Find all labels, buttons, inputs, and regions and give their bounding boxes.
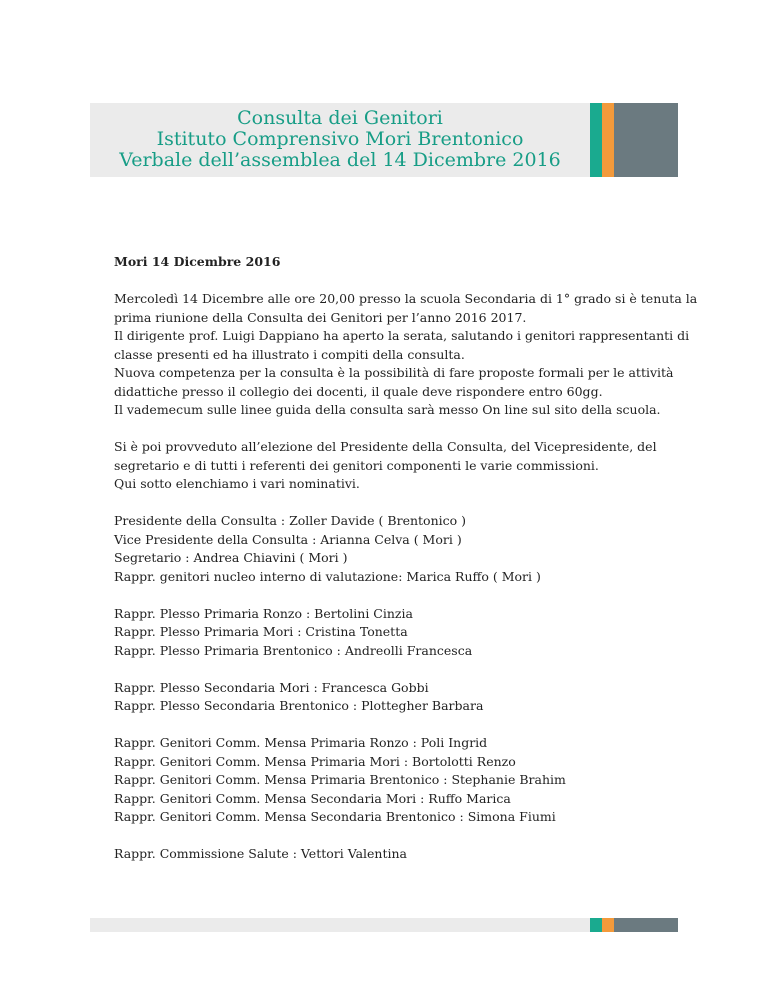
list-item: Rappr. Plesso Primaria Brentonico : Andreolli Francesca [114,642,473,658]
salute-list [114,845,674,864]
header-stripe-teal [590,103,602,177]
text-line: Il vademecum sulle linee guida della consulta sarà messo On line sul sito della scuola. [114,402,661,417]
document-body [114,253,698,864]
list-item: Rappr. Plesso Primaria Mori : Cristina Tonetta [114,624,408,639]
text-line: Si è poi provveduto all’elezione del Presidente della Consulta, del Vicepresidente, del [114,439,657,454]
mensa-list [114,734,674,827]
list-item: Rappr. Genitori Comm. Mensa Secondaria Mori : Ruffo Marica [114,790,511,806]
text-line: segretario e di tutti i referenti dei genitori componenti le varie commissioni. [114,457,599,473]
footer-stripe-orange [602,918,614,932]
election-paragraph [114,438,674,494]
list-item: Rappr. Genitori Comm. Mensa Primaria Brentonico : Stephanie Brahim [114,772,566,787]
text-line: prima riunione della Consulta dei Genitori per l’anno 2016 2017. [114,309,527,325]
title-line-3: Verbale dell’assemblea del 14 Dicembre 2016 [119,149,561,171]
title-line-2: Istituto Comprensivo Mori Brentonico [156,128,524,150]
list-item: Segretario : Andrea Chiavini ( Mori ) [114,550,348,565]
text-line: Il dirigente prof. Luigi Dappiano ha aperto la serata, salutando i genitori rappresentanti di [114,328,690,343]
list-item: Rappr. genitori nucleo interno di valutazione: Marica Ruffo ( Mori ) [114,568,541,584]
primaria-list [114,605,674,661]
list-item: Rappr. Plesso Primaria Ronzo : Bertolini Cinzia [114,605,413,621]
list-item: Rappr. Plesso Secondaria Mori : Francesca Gobbi [114,679,429,695]
text-line: Qui sotto elenchiamo i vari nominativi. [114,476,360,491]
list-item: Vice Presidente della Consulta : Arianna Celva ( Mori ) [114,531,462,547]
footer-stripe-grey [614,918,678,932]
list-item: Rappr. Commissione Salute : Vettori Valentina [114,846,408,861]
text-line: didattiche presso il collegio dei docenti, il quale deve rispondere entro 60gg. [114,383,603,399]
text-line: classe presenti ed ha illustrato i compiti della consulta. [114,346,465,362]
footer-band [90,918,590,932]
list-item: Rappr. Plesso Secondaria Brentonico : Plottegher Barbara [114,698,484,713]
header-stripe-grey [614,103,678,177]
list-item: Rappr. Genitori Comm. Mensa Secondaria Brentonico : Simona Fiumi [114,809,556,824]
document-date: Mori 14 Dicembre 2016 [114,254,281,269]
document-title [90,108,590,171]
text-line: Nuova competenza per la consulta è la possibilità di fare proposte formali per le attività [114,365,674,380]
list-item: Presidente della Consulta : Zoller Davide ( Brentonico ) [114,513,466,528]
text-line: Mercoledì 14 Dicembre alle ore 20,00 presso la scuola Secondaria di 1° grado si è tenuta la [114,291,698,306]
footer-stripe-teal [590,918,602,932]
header-stripe-orange [602,103,614,177]
title-line-1: Consulta dei Genitori [237,107,443,129]
intro-paragraph [114,290,698,420]
list-item: Rappr. Genitori Comm. Mensa Primaria Mori : Bortolotti Renzo [114,753,516,769]
secondaria-list [114,679,674,716]
officers-list [114,512,674,586]
list-item: Rappr. Genitori Comm. Mensa Primaria Ronzo : Poli Ingrid [114,735,488,750]
